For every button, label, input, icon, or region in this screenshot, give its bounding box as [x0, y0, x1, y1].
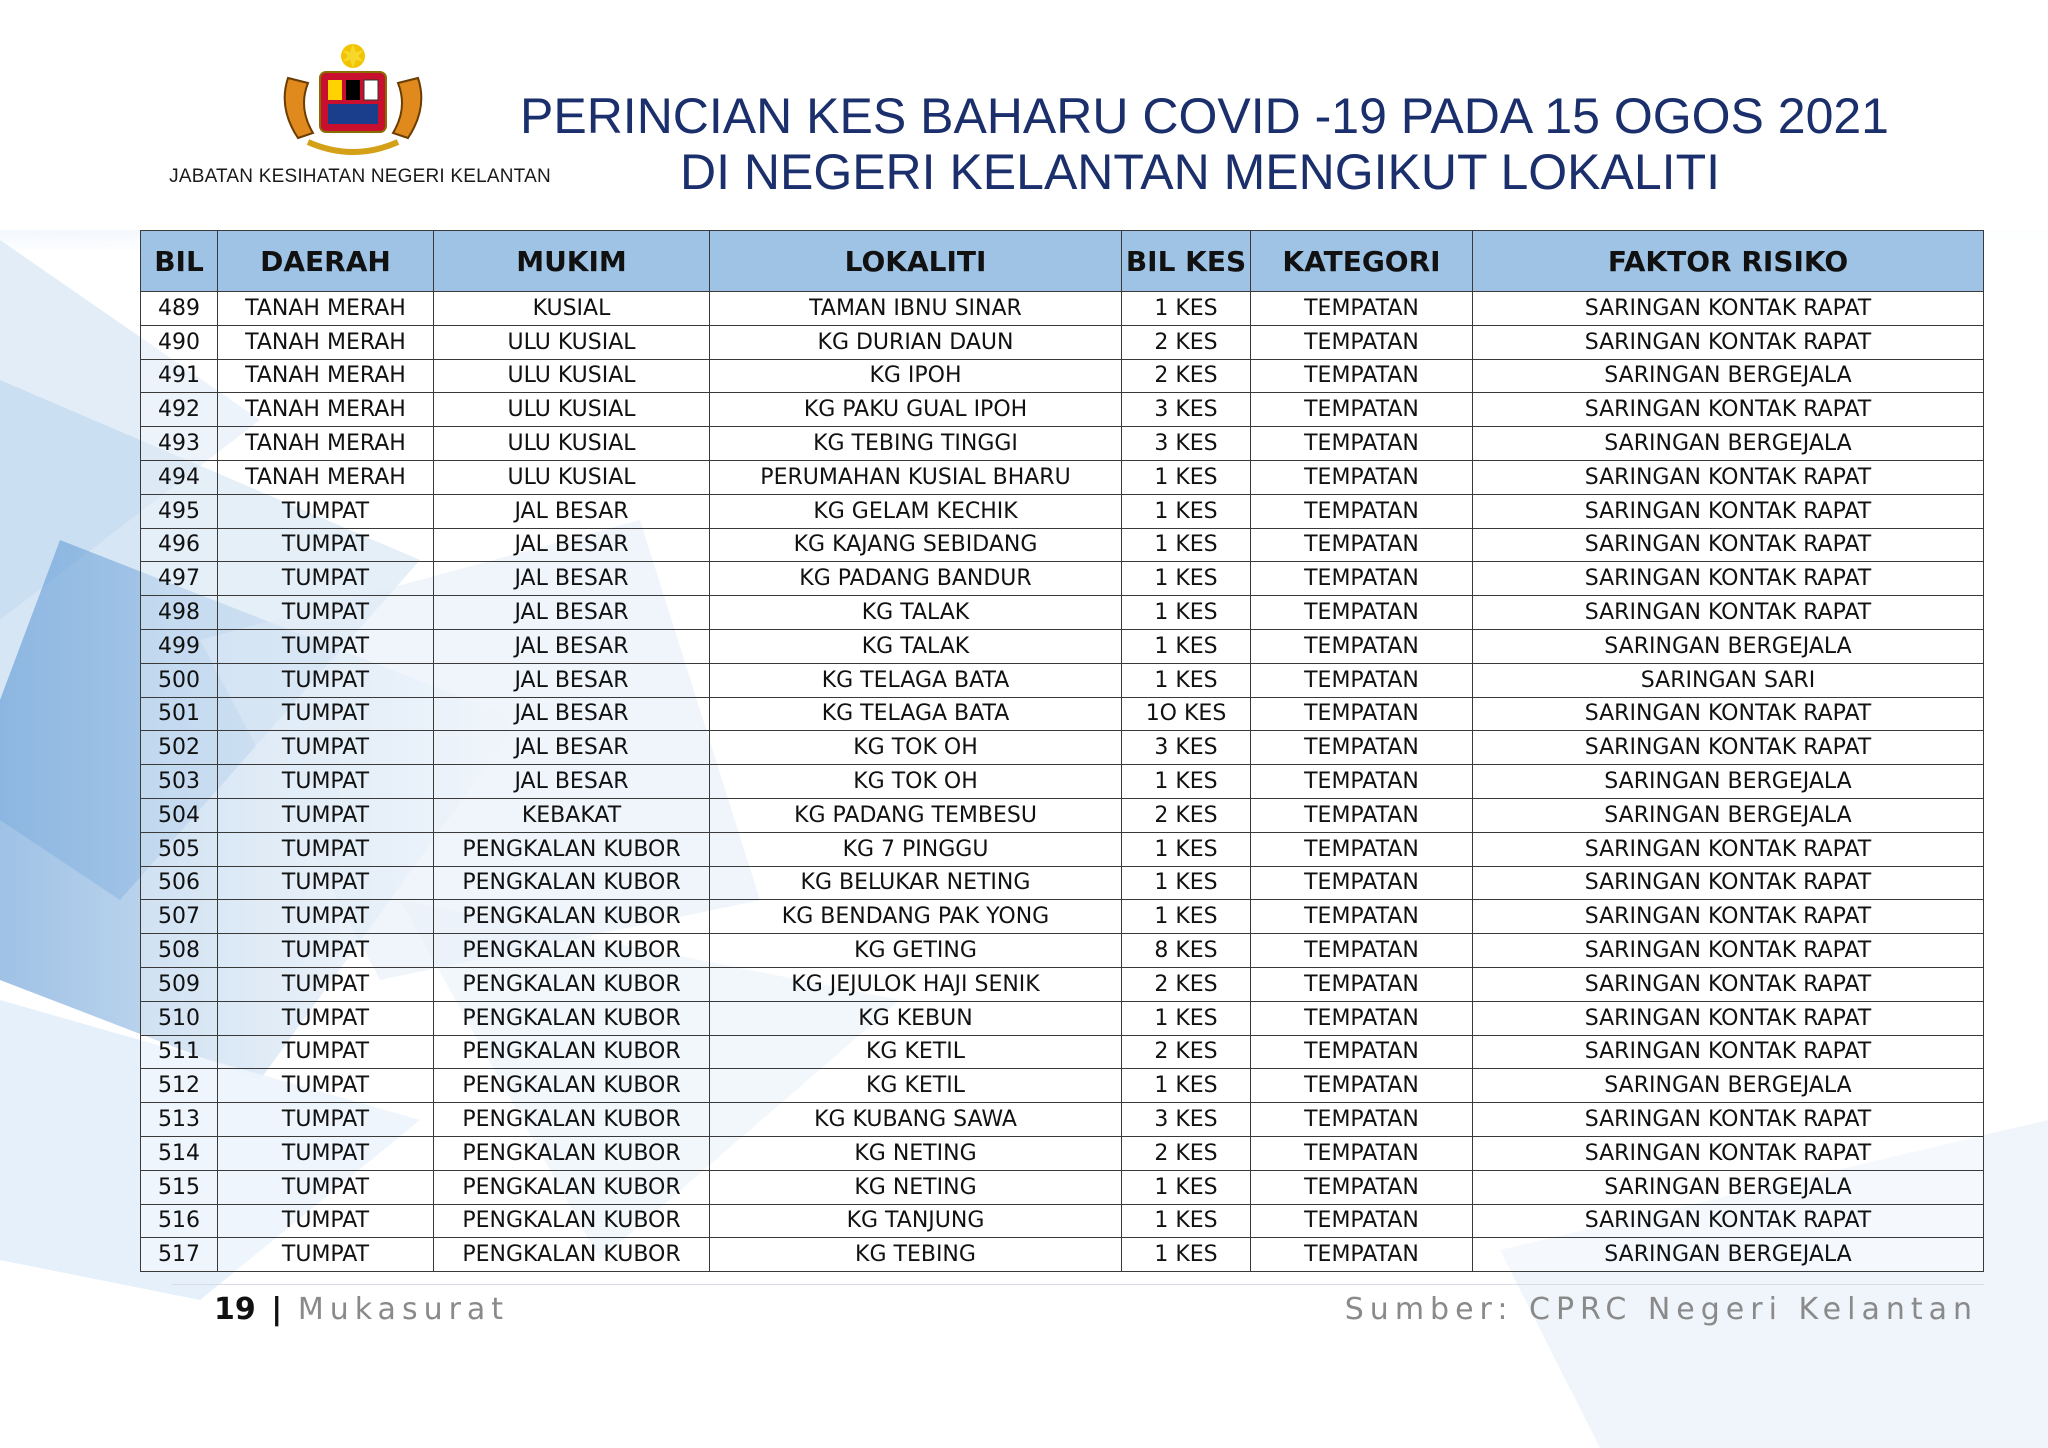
table-row [141, 1103, 1984, 1137]
table-row [141, 1238, 1984, 1272]
col-bil-cell: 506 [141, 866, 218, 900]
col-mukim-cell: PENGKALAN KUBOR [434, 1103, 710, 1137]
col-bil-cell: 504 [141, 798, 218, 832]
col-faktor-risiko-cell: SARINGAN KONTAK RAPAT [1473, 460, 1984, 494]
col-kategori-cell: TEMPATAN [1251, 494, 1473, 528]
table-row [141, 1001, 1984, 1035]
col-bil-kes-cell: 1 KES [1122, 629, 1251, 663]
col-bil-cell: 499 [141, 629, 218, 663]
col-bil-kes-cell: 1 KES [1122, 528, 1251, 562]
col-faktor-risiko-cell: SARINGAN KONTAK RAPAT [1473, 1103, 1984, 1137]
col-bil-cell: 502 [141, 731, 218, 765]
col-daerah-cell: TUMPAT [218, 1136, 434, 1170]
col-lokaliti-cell: KG PADANG TEMBESU [710, 798, 1122, 832]
col-mukim-cell: JAL BESAR [434, 562, 710, 596]
col-daerah-cell: TANAH MERAH [218, 393, 434, 427]
col-bil-cell: 492 [141, 393, 218, 427]
col-daerah-cell: TUMPAT [218, 866, 434, 900]
col-daerah-cell: TUMPAT [218, 1103, 434, 1137]
col-lokaliti-cell: TAMAN IBNU SINAR [710, 292, 1122, 326]
page-number: 19 [214, 1292, 256, 1327]
col-daerah-cell: TANAH MERAH [218, 460, 434, 494]
col-bil-cell: 507 [141, 900, 218, 934]
col-daerah-cell: TANAH MERAH [218, 427, 434, 461]
col-bil-cell: 516 [141, 1204, 218, 1238]
col-kategori-cell: TEMPATAN [1251, 596, 1473, 630]
col-lokaliti-cell: KG KAJANG SEBIDANG [710, 528, 1122, 562]
table-row [141, 562, 1984, 596]
col-bil-kes-cell: 1 KES [1122, 1170, 1251, 1204]
col-faktor-risiko-cell: SARINGAN KONTAK RAPAT [1473, 731, 1984, 765]
col-lokaliti-cell: PERUMAHAN KUSIAL BHARU [710, 460, 1122, 494]
col-daerah-cell: TANAH MERAH [218, 359, 434, 393]
col-lokaliti-cell: KG TELAGA BATA [710, 663, 1122, 697]
col-mukim-cell: ULU KUSIAL [434, 393, 710, 427]
col-bil-kes-cell: 3 KES [1122, 427, 1251, 461]
col-bil-cell: 508 [141, 934, 218, 968]
col-bil-kes-cell: 1 KES [1122, 866, 1251, 900]
col-bil-kes-cell: 8 KES [1122, 934, 1251, 968]
col-kategori-cell: TEMPATAN [1251, 1204, 1473, 1238]
col-bil-kes-cell: 3 KES [1122, 731, 1251, 765]
col-daerah-cell: TUMPAT [218, 1204, 434, 1238]
col-daerah-cell: TANAH MERAH [218, 292, 434, 326]
col-bil-kes-cell: 1O KES [1122, 697, 1251, 731]
col-daerah-cell: TUMPAT [218, 765, 434, 799]
col-mukim-cell: PENGKALAN KUBOR [434, 967, 710, 1001]
col-faktor-risiko-cell: SARINGAN SARI [1473, 663, 1984, 697]
col-bil-kes-cell: 2 KES [1122, 1136, 1251, 1170]
col-kategori-cell: TEMPATAN [1251, 900, 1473, 934]
col-bil-cell: 490 [141, 325, 218, 359]
table-row [141, 967, 1984, 1001]
col-faktor-risiko-cell: SARINGAN KONTAK RAPAT [1473, 325, 1984, 359]
col-lokaliti-cell: KG PAKU GUAL IPOH [710, 393, 1122, 427]
col-lokaliti-cell: KG KEBUN [710, 1001, 1122, 1035]
col-faktor-risiko-cell: SARINGAN KONTAK RAPAT [1473, 393, 1984, 427]
col-faktor-risiko-cell: SARINGAN BERGEJALA [1473, 629, 1984, 663]
col-bil-cell: 497 [141, 562, 218, 596]
col-bil-kes-cell: 2 KES [1122, 359, 1251, 393]
col-mukim-cell: PENGKALAN KUBOR [434, 1204, 710, 1238]
col-kategori-cell: TEMPATAN [1251, 832, 1473, 866]
table-row [141, 866, 1984, 900]
col-mukim-cell: KUSIAL [434, 292, 710, 326]
col-faktor-risiko-cell: SARINGAN KONTAK RAPAT [1473, 596, 1984, 630]
table-row [141, 731, 1984, 765]
col-lokaliti-cell: KG TALAK [710, 596, 1122, 630]
col-bil-kes-cell: 2 KES [1122, 967, 1251, 1001]
col-lokaliti-cell: KG KETIL [710, 1035, 1122, 1069]
col-mukim-cell: JAL BESAR [434, 596, 710, 630]
table-row [141, 798, 1984, 832]
table-row [141, 663, 1984, 697]
col-lokaliti-cell: KG BENDANG PAK YONG [710, 900, 1122, 934]
col-bil-kes-cell: 1 KES [1122, 1204, 1251, 1238]
col-mukim-cell: PENGKALAN KUBOR [434, 1170, 710, 1204]
page-separator: | [271, 1292, 283, 1327]
col-daerah-header: DAERAH [218, 231, 434, 292]
table-row [141, 494, 1984, 528]
col-bil-cell: 517 [141, 1238, 218, 1272]
cases-table [140, 230, 1984, 1272]
table-header-row [141, 231, 1984, 292]
col-mukim-cell: JAL BESAR [434, 629, 710, 663]
col-kategori-cell: TEMPATAN [1251, 629, 1473, 663]
col-mukim-cell: PENGKALAN KUBOR [434, 832, 710, 866]
table-row [141, 460, 1984, 494]
col-lokaliti-cell: KG JEJULOK HAJI SENIK [710, 967, 1122, 1001]
col-kategori-cell: TEMPATAN [1251, 663, 1473, 697]
col-daerah-cell: TUMPAT [218, 967, 434, 1001]
col-faktor-risiko-cell: SARINGAN BERGEJALA [1473, 427, 1984, 461]
col-bil-cell: 512 [141, 1069, 218, 1103]
col-bil-cell: 489 [141, 292, 218, 326]
col-bil-cell: 511 [141, 1035, 218, 1069]
col-daerah-cell: TUMPAT [218, 832, 434, 866]
col-bil-cell: 498 [141, 596, 218, 630]
col-bil-cell: 496 [141, 528, 218, 562]
col-kategori-header: KATEGORI [1251, 231, 1473, 292]
table-row [141, 292, 1984, 326]
col-mukim-cell: JAL BESAR [434, 765, 710, 799]
col-kategori-cell: TEMPATAN [1251, 427, 1473, 461]
col-bil-cell: 500 [141, 663, 218, 697]
table-row [141, 1069, 1984, 1103]
col-bil-kes-cell: 1 KES [1122, 1001, 1251, 1035]
col-bil-kes-header: BIL KES [1122, 231, 1251, 292]
col-mukim-cell: PENGKALAN KUBOR [434, 1069, 710, 1103]
table-body [141, 292, 1984, 1272]
col-kategori-cell: TEMPATAN [1251, 528, 1473, 562]
col-bil-cell: 509 [141, 967, 218, 1001]
col-mukim-cell: PENGKALAN KUBOR [434, 866, 710, 900]
col-kategori-cell: TEMPATAN [1251, 697, 1473, 731]
table-row [141, 427, 1984, 461]
col-mukim-header: MUKIM [434, 231, 710, 292]
footer-divider [172, 1284, 1984, 1285]
col-lokaliti-cell: KG DURIAN DAUN [710, 325, 1122, 359]
col-lokaliti-cell: KG IPOH [710, 359, 1122, 393]
col-lokaliti-cell: KG TOK OH [710, 731, 1122, 765]
page-title [520, 88, 1889, 200]
col-daerah-cell: TUMPAT [218, 528, 434, 562]
col-mukim-cell: PENGKALAN KUBOR [434, 900, 710, 934]
col-bil-cell: 494 [141, 460, 218, 494]
table-row [141, 528, 1984, 562]
col-bil-kes-cell: 1 KES [1122, 832, 1251, 866]
col-daerah-cell: TUMPAT [218, 697, 434, 731]
col-bil-kes-cell: 2 KES [1122, 325, 1251, 359]
col-bil-cell: 501 [141, 697, 218, 731]
col-bil-cell: 515 [141, 1170, 218, 1204]
col-lokaliti-cell: KG BELUKAR NETING [710, 866, 1122, 900]
col-daerah-cell: TANAH MERAH [218, 325, 434, 359]
col-mukim-cell: JAL BESAR [434, 663, 710, 697]
col-kategori-cell: TEMPATAN [1251, 798, 1473, 832]
title-line-1: PERINCIAN KES BAHARU COVID -19 PADA 15 OGOS 2021 [520, 88, 1889, 144]
table-row [141, 900, 1984, 934]
col-lokaliti-cell: KG TEBING TINGGI [710, 427, 1122, 461]
col-kategori-cell: TEMPATAN [1251, 1170, 1473, 1204]
col-mukim-cell: ULU KUSIAL [434, 325, 710, 359]
col-kategori-cell: TEMPATAN [1251, 325, 1473, 359]
col-bil-kes-cell: 1 KES [1122, 562, 1251, 596]
col-kategori-cell: TEMPATAN [1251, 393, 1473, 427]
col-daerah-cell: TUMPAT [218, 1238, 434, 1272]
department-name: JABATAN KESIHATAN NEGERI KELANTAN [169, 166, 551, 187]
col-faktor-risiko-cell: SARINGAN KONTAK RAPAT [1473, 1035, 1984, 1069]
col-faktor-risiko-cell: SARINGAN KONTAK RAPAT [1473, 866, 1984, 900]
col-bil-kes-cell: 1 KES [1122, 292, 1251, 326]
table-row [141, 934, 1984, 968]
table-row [141, 697, 1984, 731]
col-faktor-risiko-cell: SARINGAN KONTAK RAPAT [1473, 967, 1984, 1001]
col-kategori-cell: TEMPATAN [1251, 934, 1473, 968]
table-row [141, 1136, 1984, 1170]
col-faktor-risiko-cell: SARINGAN KONTAK RAPAT [1473, 292, 1984, 326]
col-daerah-cell: TUMPAT [218, 731, 434, 765]
col-lokaliti-cell: KG TANJUNG [710, 1204, 1122, 1238]
col-mukim-cell: ULU KUSIAL [434, 427, 710, 461]
table-row [141, 1170, 1984, 1204]
col-lokaliti-cell: KG TALAK [710, 629, 1122, 663]
col-bil-kes-cell: 1 KES [1122, 1069, 1251, 1103]
col-mukim-cell: JAL BESAR [434, 528, 710, 562]
col-mukim-cell: PENGKALAN KUBOR [434, 1001, 710, 1035]
col-lokaliti-cell: KG TELAGA BATA [710, 697, 1122, 731]
col-kategori-cell: TEMPATAN [1251, 460, 1473, 494]
col-daerah-cell: TUMPAT [218, 798, 434, 832]
col-daerah-cell: TUMPAT [218, 900, 434, 934]
page-label: Mukasurat [297, 1292, 510, 1327]
col-faktor-risiko-cell: SARINGAN KONTAK RAPAT [1473, 832, 1984, 866]
col-bil-kes-cell: 1 KES [1122, 765, 1251, 799]
source-note: Sumber: CPRC Negeri Kelantan [1344, 1292, 1978, 1327]
col-faktor-risiko-cell: SARINGAN KONTAK RAPAT [1473, 1136, 1984, 1170]
col-kategori-cell: TEMPATAN [1251, 866, 1473, 900]
col-bil-cell: 514 [141, 1136, 218, 1170]
col-bil-kes-cell: 2 KES [1122, 798, 1251, 832]
col-faktor-risiko-cell: SARINGAN BERGEJALA [1473, 765, 1984, 799]
table-row [141, 596, 1984, 630]
col-kategori-cell: TEMPATAN [1251, 1103, 1473, 1137]
table-row [141, 765, 1984, 799]
col-bil-kes-cell: 3 KES [1122, 393, 1251, 427]
col-bil-kes-cell: 1 KES [1122, 663, 1251, 697]
col-mukim-cell: ULU KUSIAL [434, 359, 710, 393]
col-faktor-risiko-cell: SARINGAN BERGEJALA [1473, 1170, 1984, 1204]
table-row [141, 325, 1984, 359]
col-bil-kes-cell: 2 KES [1122, 1035, 1251, 1069]
table-row [141, 1204, 1984, 1238]
page-indicator [214, 1292, 509, 1327]
col-lokaliti-cell: KG GELAM KECHIK [710, 494, 1122, 528]
col-faktor-risiko-cell: SARINGAN KONTAK RAPAT [1473, 934, 1984, 968]
col-daerah-cell: TUMPAT [218, 1035, 434, 1069]
col-daerah-cell: TUMPAT [218, 494, 434, 528]
col-kategori-cell: TEMPATAN [1251, 359, 1473, 393]
col-faktor-risiko-cell: SARINGAN BERGEJALA [1473, 1238, 1984, 1272]
col-kategori-cell: TEMPATAN [1251, 731, 1473, 765]
col-bil-kes-cell: 1 KES [1122, 460, 1251, 494]
col-kategori-cell: TEMPATAN [1251, 1069, 1473, 1103]
col-bil-cell: 503 [141, 765, 218, 799]
col-faktor-risiko-cell: SARINGAN BERGEJALA [1473, 798, 1984, 832]
table-row [141, 832, 1984, 866]
col-lokaliti-cell: KG KETIL [710, 1069, 1122, 1103]
col-faktor-risiko-cell: SARINGAN KONTAK RAPAT [1473, 1001, 1984, 1035]
col-mukim-cell: JAL BESAR [434, 731, 710, 765]
col-mukim-cell: JAL BESAR [434, 697, 710, 731]
col-daerah-cell: TUMPAT [218, 562, 434, 596]
col-lokaliti-cell: KG NETING [710, 1170, 1122, 1204]
col-kategori-cell: TEMPATAN [1251, 562, 1473, 596]
col-daerah-cell: TUMPAT [218, 1170, 434, 1204]
col-mukim-cell: KEBAKAT [434, 798, 710, 832]
col-lokaliti-cell: KG 7 PINGGU [710, 832, 1122, 866]
col-mukim-cell: PENGKALAN KUBOR [434, 934, 710, 968]
col-mukim-cell: JAL BESAR [434, 494, 710, 528]
col-bil-cell: 493 [141, 427, 218, 461]
col-bil-cell: 513 [141, 1103, 218, 1137]
col-faktor-risiko-cell: SARINGAN KONTAK RAPAT [1473, 528, 1984, 562]
col-faktor-risiko-cell: SARINGAN KONTAK RAPAT [1473, 494, 1984, 528]
table-row [141, 1035, 1984, 1069]
col-daerah-cell: TUMPAT [218, 663, 434, 697]
col-faktor-risiko-cell: SARINGAN BERGEJALA [1473, 359, 1984, 393]
col-kategori-cell: TEMPATAN [1251, 1035, 1473, 1069]
col-bil-kes-cell: 1 KES [1122, 596, 1251, 630]
col-faktor-risiko-cell: SARINGAN KONTAK RAPAT [1473, 562, 1984, 596]
col-bil-kes-cell: 1 KES [1122, 1238, 1251, 1272]
col-daerah-cell: TUMPAT [218, 1069, 434, 1103]
col-faktor-risiko-cell: SARINGAN KONTAK RAPAT [1473, 900, 1984, 934]
col-lokaliti-header: LOKALITI [710, 231, 1122, 292]
col-lokaliti-cell: KG TEBING [710, 1238, 1122, 1272]
col-mukim-cell: PENGKALAN KUBOR [434, 1136, 710, 1170]
col-faktor-risiko-cell: SARINGAN KONTAK RAPAT [1473, 1204, 1984, 1238]
col-lokaliti-cell: KG GETING [710, 934, 1122, 968]
col-bil-kes-cell: 3 KES [1122, 1103, 1251, 1137]
col-kategori-cell: TEMPATAN [1251, 1136, 1473, 1170]
col-daerah-cell: TUMPAT [218, 596, 434, 630]
col-lokaliti-cell: KG PADANG BANDUR [710, 562, 1122, 596]
col-kategori-cell: TEMPATAN [1251, 765, 1473, 799]
col-faktor-risiko-cell: SARINGAN BERGEJALA [1473, 1069, 1984, 1103]
col-daerah-cell: TUMPAT [218, 629, 434, 663]
col-daerah-cell: TUMPAT [218, 934, 434, 968]
col-lokaliti-cell: KG KUBANG SAWA [710, 1103, 1122, 1137]
col-lokaliti-cell: KG TOK OH [710, 765, 1122, 799]
col-bil-cell: 495 [141, 494, 218, 528]
col-bil-kes-cell: 1 KES [1122, 494, 1251, 528]
col-mukim-cell: ULU KUSIAL [434, 460, 710, 494]
col-mukim-cell: PENGKALAN KUBOR [434, 1238, 710, 1272]
col-faktor-risiko-header: FAKTOR RISIKO [1473, 231, 1984, 292]
col-bil-cell: 505 [141, 832, 218, 866]
col-bil-cell: 510 [141, 1001, 218, 1035]
col-kategori-cell: TEMPATAN [1251, 292, 1473, 326]
table-row [141, 359, 1984, 393]
col-daerah-cell: TUMPAT [218, 1001, 434, 1035]
col-kategori-cell: TEMPATAN [1251, 1001, 1473, 1035]
col-bil-cell: 491 [141, 359, 218, 393]
table-row [141, 393, 1984, 427]
col-faktor-risiko-cell: SARINGAN KONTAK RAPAT [1473, 697, 1984, 731]
col-kategori-cell: TEMPATAN [1251, 967, 1473, 1001]
col-kategori-cell: TEMPATAN [1251, 1238, 1473, 1272]
col-lokaliti-cell: KG NETING [710, 1136, 1122, 1170]
title-line-2: DI NEGERI KELANTAN MENGIKUT LOKALITI [679, 144, 1721, 200]
col-bil-header: BIL [141, 231, 218, 292]
malaysia-coat-of-arms-icon [268, 38, 438, 168]
col-bil-kes-cell: 1 KES [1122, 900, 1251, 934]
table-row [141, 629, 1984, 663]
col-mukim-cell: PENGKALAN KUBOR [434, 1035, 710, 1069]
